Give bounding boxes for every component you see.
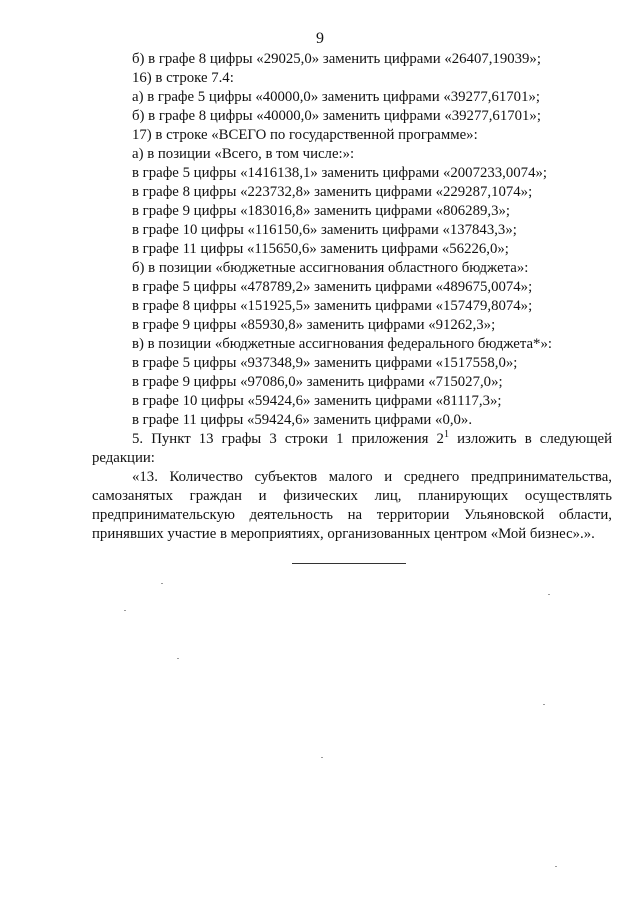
- text-line: в) в позиции «бюджетные ассигнования федерального бюджета*»:: [132, 336, 552, 352]
- text-line: в графе 10 цифры «116150,6» заменить цифрами «137843,3»;: [132, 222, 517, 238]
- text-line: в графе 8 цифры «151925,5» заменить цифрами «157479,8074»;: [132, 298, 533, 314]
- page-number: 9: [316, 30, 324, 47]
- scan-speck: [555, 866, 557, 867]
- text-line: в графе 9 цифры «97086,0» заменить цифрами «715027,0»;: [132, 374, 503, 390]
- scan-speck: [543, 704, 545, 705]
- text-line: в графе 8 цифры «223732,8» заменить цифрами «229287,1074»;: [132, 184, 533, 200]
- point-13-line: «13. Количество субъектов малого и среднего предпринимательства,: [132, 469, 612, 485]
- text-line: в графе 5 цифры «478789,2» заменить цифрами «489675,0074»;: [132, 279, 533, 295]
- text-line: 17) в строке «ВСЕГО по государственной программе»:: [132, 127, 478, 143]
- text-line: а) в позиции «Всего, в том числе:»:: [132, 146, 355, 162]
- scan-speck: [161, 583, 163, 584]
- text-line: в графе 11 цифры «59424,6» заменить цифрами «0,0».: [132, 412, 473, 428]
- point-5-line-2: редакции:: [92, 450, 155, 466]
- text-line: в графе 9 цифры «85930,8» заменить цифрами «91262,3»;: [132, 317, 496, 333]
- text-line: б) в графе 8 цифры «29025,0» заменить цифрами «26407,19039»;: [132, 51, 541, 67]
- text-line: б) в позиции «бюджетные ассигнования областного бюджета»:: [132, 260, 529, 276]
- text-line: в графе 10 цифры «59424,6» заменить цифрами «81117,3»;: [132, 393, 502, 409]
- scan-speck: [548, 594, 550, 595]
- scan-speck: [321, 757, 323, 758]
- point-5-line-1: [92, 430, 612, 449]
- text-line: в графе 9 цифры «183016,8» заменить цифрами «806289,3»;: [132, 203, 510, 219]
- point-5-text: 5. Пункт 13 графы 3 строки 1 приложения 2: [132, 431, 444, 447]
- scan-speck: [124, 610, 126, 611]
- superscript: 1: [443, 429, 449, 440]
- separator-line: [292, 563, 406, 564]
- text-line: 16) в строке 7.4:: [132, 70, 234, 86]
- text-line: в графе 11 цифры «115650,6» заменить цифрами «56226,0»;: [132, 241, 509, 257]
- text-line: б) в графе 8 цифры «40000,0» заменить цифрами «39277,61701»;: [132, 108, 541, 124]
- point-13-line: предпринимательскую деятельность на территории Ульяновской области,: [92, 507, 612, 523]
- text-line: в графе 5 цифры «937348,9» заменить цифрами «1517558,0»;: [132, 355, 518, 371]
- amendment-text: [92, 50, 612, 544]
- point-13-line: самозанятых граждан и физических лиц, планирующих осуществлять: [92, 488, 612, 504]
- text-line: в графе 5 цифры «1416138,1» заменить цифрами «2007233,0074»;: [132, 165, 547, 181]
- text-line: а) в графе 5 цифры «40000,0» заменить цифрами «39277,61701»;: [132, 89, 540, 105]
- scan-speck: [177, 658, 179, 659]
- point-5-text-tail: изложить в следующей: [448, 431, 612, 447]
- point-13-line: принявших участие в мероприятиях, организованных центром «Мой бизнес».».: [92, 526, 595, 542]
